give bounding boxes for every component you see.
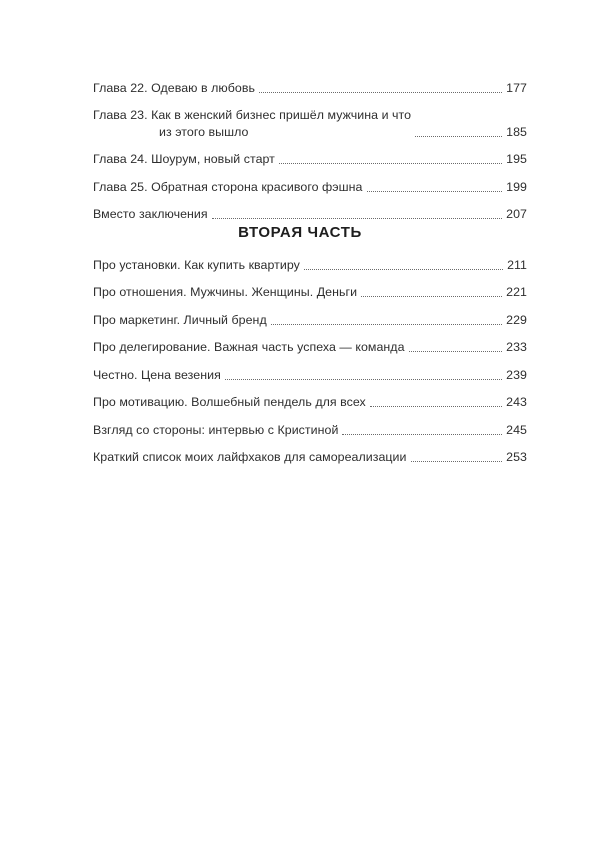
toc-entry-page: 229 <box>506 312 527 327</box>
dot-leader <box>409 350 503 352</box>
toc-entry-page: 243 <box>506 395 527 409</box>
toc-entry-title: Честно. Цена везения <box>93 367 221 382</box>
toc-entry <box>93 274 527 302</box>
toc-entry-title: Про маркетинг. Личный бренд <box>93 312 267 327</box>
toc-entry-title: Про мотивацию. Волшебный пендель для всех <box>93 395 366 409</box>
toc-entry <box>93 301 527 329</box>
dot-leader <box>361 295 502 297</box>
dot-leader <box>271 323 502 325</box>
toc-entry-page: 199 <box>506 179 527 194</box>
toc-part-two <box>93 246 527 411</box>
toc-entry-page: 185 <box>506 124 527 139</box>
toc-entry-page: 253 <box>506 450 527 464</box>
dot-leader <box>212 217 503 219</box>
dot-leader <box>411 460 503 462</box>
toc-entry <box>93 384 527 412</box>
toc-entry-page: 211 <box>507 257 527 272</box>
part-two-heading: ВТОРАЯ ЧАСТЬ <box>238 224 362 241</box>
toc-entry <box>93 69 527 97</box>
toc-entry <box>93 439 527 467</box>
toc-entry-title: Глава 24. Шоурум, новый старт <box>93 152 275 166</box>
toc-part-one <box>93 69 527 223</box>
toc-entry-title: Взгляд со стороны: интервью с Кристиной <box>93 422 339 437</box>
dot-leader <box>304 268 503 270</box>
dot-leader <box>259 91 502 93</box>
toc-entry-title <box>93 107 411 141</box>
toc-entry <box>93 246 527 274</box>
toc-entry-title-line2: из этого вышло <box>159 124 249 139</box>
dot-leader <box>370 405 502 407</box>
dot-leader <box>279 162 502 164</box>
toc-entry-title: Глава 22. Одеваю в любовь <box>93 80 255 95</box>
toc-entry-title: Вместо заключения <box>93 207 208 221</box>
toc-entry <box>93 411 527 439</box>
toc-entry <box>93 97 527 141</box>
toc-entry-page: 207 <box>506 207 527 221</box>
toc-entry <box>93 168 527 196</box>
toc-entry-page: 245 <box>506 422 527 437</box>
toc-entry <box>93 196 527 224</box>
toc-entry <box>93 141 527 169</box>
toc-entry-title: Про установки. Как купить квартиру <box>93 257 300 272</box>
toc-appendix <box>93 411 527 466</box>
toc-entry-title: Про отношения. Мужчины. Женщины. Деньги <box>93 285 358 299</box>
toc-entry <box>93 329 527 357</box>
toc-entry-page: 221 <box>506 285 527 299</box>
toc-entry-title-line1: Глава 23. Как в женский бизнес пришёл мужчина и что <box>93 107 412 122</box>
toc-entry-page: 195 <box>506 152 527 166</box>
dot-leader <box>415 135 502 137</box>
toc-entry <box>93 356 527 384</box>
toc-entry-page: 239 <box>506 367 527 382</box>
dot-leader <box>342 433 502 435</box>
toc-entry-page: 177 <box>506 80 527 95</box>
dot-leader <box>225 378 502 380</box>
dot-leader <box>367 190 503 192</box>
toc-entry-title: Краткий список моих лайфхаков для самореализации <box>93 450 407 464</box>
toc-entry-page: 233 <box>506 340 527 354</box>
toc-entry-title: Про делегирование. Важная часть успеха — команда <box>93 340 405 354</box>
toc-entry-title: Глава 25. Обратная сторона красивого фэшна <box>93 179 363 194</box>
